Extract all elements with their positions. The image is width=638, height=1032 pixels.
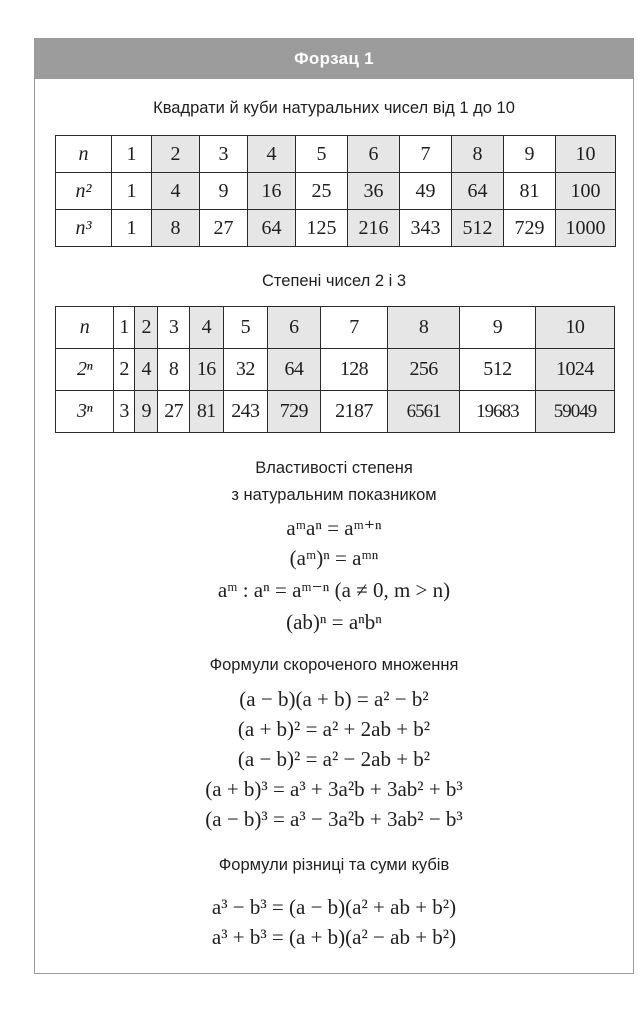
banner [35, 39, 633, 79]
table-cell: 2 [135, 307, 158, 349]
table-cell: 216 [348, 210, 400, 247]
table-cell: 512 [459, 349, 535, 391]
table-cell: 3 [114, 391, 135, 433]
table-cell: 16 [248, 173, 296, 210]
powers-table [55, 306, 615, 433]
table-cell: 1024 [535, 349, 614, 391]
table-row [56, 210, 616, 247]
table-cell: 9 [504, 136, 556, 173]
formula-quotient-rule: aᵐ : aⁿ = aᵐ⁻ⁿ (a ≠ 0, m > n) [217, 578, 451, 602]
row-label-n: n [56, 136, 112, 173]
table-cell: 2 [152, 136, 200, 173]
formula-power-rule: (aᵐ)ⁿ = aᵐⁿ [289, 546, 379, 570]
row-label-n: n [56, 307, 114, 349]
table-cell: 8 [158, 349, 190, 391]
table-cell: 8 [388, 307, 460, 349]
table-row [56, 307, 615, 349]
table-cell: 128 [320, 349, 388, 391]
table-cell: 729 [504, 210, 556, 247]
properties-heading-line2: з натуральним показником [231, 486, 437, 504]
banner-title: Форзац 1 [294, 49, 374, 68]
table-row [56, 173, 616, 210]
formula-difference-of-cubes: a³ − b³ = (a − b)(a² + ab + b²) [211, 895, 457, 919]
table-cell: 59049 [535, 391, 614, 433]
table-cell: 81 [504, 173, 556, 210]
table-cell: 1 [112, 173, 152, 210]
powers-heading: Степені чисел 2 і 3 [261, 272, 407, 290]
row-label-n-squared: n² [56, 173, 112, 210]
table-cell: 27 [200, 210, 248, 247]
table-cell: 19683 [459, 391, 535, 433]
table-cell: 512 [452, 210, 504, 247]
table-cell: 4 [135, 349, 158, 391]
table-cell: 729 [267, 391, 320, 433]
squares-cubes-table [55, 135, 616, 247]
table-cell: 25 [296, 173, 348, 210]
table-cell: 9 [459, 307, 535, 349]
table-cell: 8 [452, 136, 504, 173]
table-cell: 9 [135, 391, 158, 433]
formula-sum-of-cubes: a³ + b³ = (a + b)(a² − ab + b²) [211, 925, 457, 949]
table-cell: 6561 [388, 391, 460, 433]
cubes-heading: Формули різниці та суми кубів [218, 856, 450, 874]
table-cell: 2187 [320, 391, 388, 433]
table-cell: 4 [248, 136, 296, 173]
table-cell: 256 [388, 349, 460, 391]
table-cell: 7 [400, 136, 452, 173]
table-cell: 4 [189, 307, 223, 349]
table-cell: 49 [400, 173, 452, 210]
formula-product-power: (ab)ⁿ = aⁿbⁿ [286, 610, 382, 634]
table-cell: 8 [152, 210, 200, 247]
table-cell: 1000 [556, 210, 616, 247]
table-row [56, 391, 615, 433]
table-cell: 4 [152, 173, 200, 210]
table-cell: 5 [296, 136, 348, 173]
table-cell: 10 [535, 307, 614, 349]
table-cell: 64 [267, 349, 320, 391]
table-cell: 1 [114, 307, 135, 349]
table-cell: 64 [248, 210, 296, 247]
table-cell: 81 [189, 391, 223, 433]
formula-cube-of-sum: (a + b)³ = a³ + 3a²b + 3ab² + b³ [205, 777, 463, 801]
table-cell: 243 [223, 391, 267, 433]
formula-product-rule: aᵐaⁿ = aᵐ⁺ⁿ [286, 516, 382, 540]
formula-cube-of-difference: (a − b)³ = a³ − 3a²b + 3ab² − b³ [205, 807, 463, 831]
table-row [56, 349, 615, 391]
table-cell: 100 [556, 173, 616, 210]
table-cell: 2 [114, 349, 135, 391]
table-cell: 1 [112, 210, 152, 247]
row-label-2-pow-n: 2ⁿ [56, 349, 114, 391]
table-cell: 64 [452, 173, 504, 210]
table-cell: 32 [223, 349, 267, 391]
table-cell: 7 [320, 307, 388, 349]
row-label-n-cubed: n³ [56, 210, 112, 247]
formula-difference-of-squares: (a − b)(a + b) = a² − b² [239, 687, 429, 711]
page-sheet [34, 38, 634, 974]
table-cell: 6 [348, 136, 400, 173]
row-label-3-pow-n: 3ⁿ [56, 391, 114, 433]
table-cell: 1 [112, 136, 152, 173]
table-cell: 5 [223, 307, 267, 349]
formula-square-of-sum: (a + b)² = a² + 2ab + b² [237, 717, 431, 741]
table-row [56, 136, 616, 173]
squares-cubes-heading: Квадрати й куби натуральних чисел від 1 до 10 [153, 99, 515, 117]
table-cell: 343 [400, 210, 452, 247]
table-cell: 27 [158, 391, 190, 433]
table-cell: 36 [348, 173, 400, 210]
table-cell: 16 [189, 349, 223, 391]
properties-heading-line1: Властивості степеня [255, 459, 413, 477]
formula-square-of-difference: (a − b)² = a² − 2ab + b² [237, 747, 431, 771]
table-cell: 3 [158, 307, 190, 349]
table-cell: 6 [267, 307, 320, 349]
short-multiplication-heading: Формули скороченого множення [209, 656, 459, 674]
table-cell: 10 [556, 136, 616, 173]
table-cell: 3 [200, 136, 248, 173]
table-cell: 125 [296, 210, 348, 247]
table-cell: 9 [200, 173, 248, 210]
